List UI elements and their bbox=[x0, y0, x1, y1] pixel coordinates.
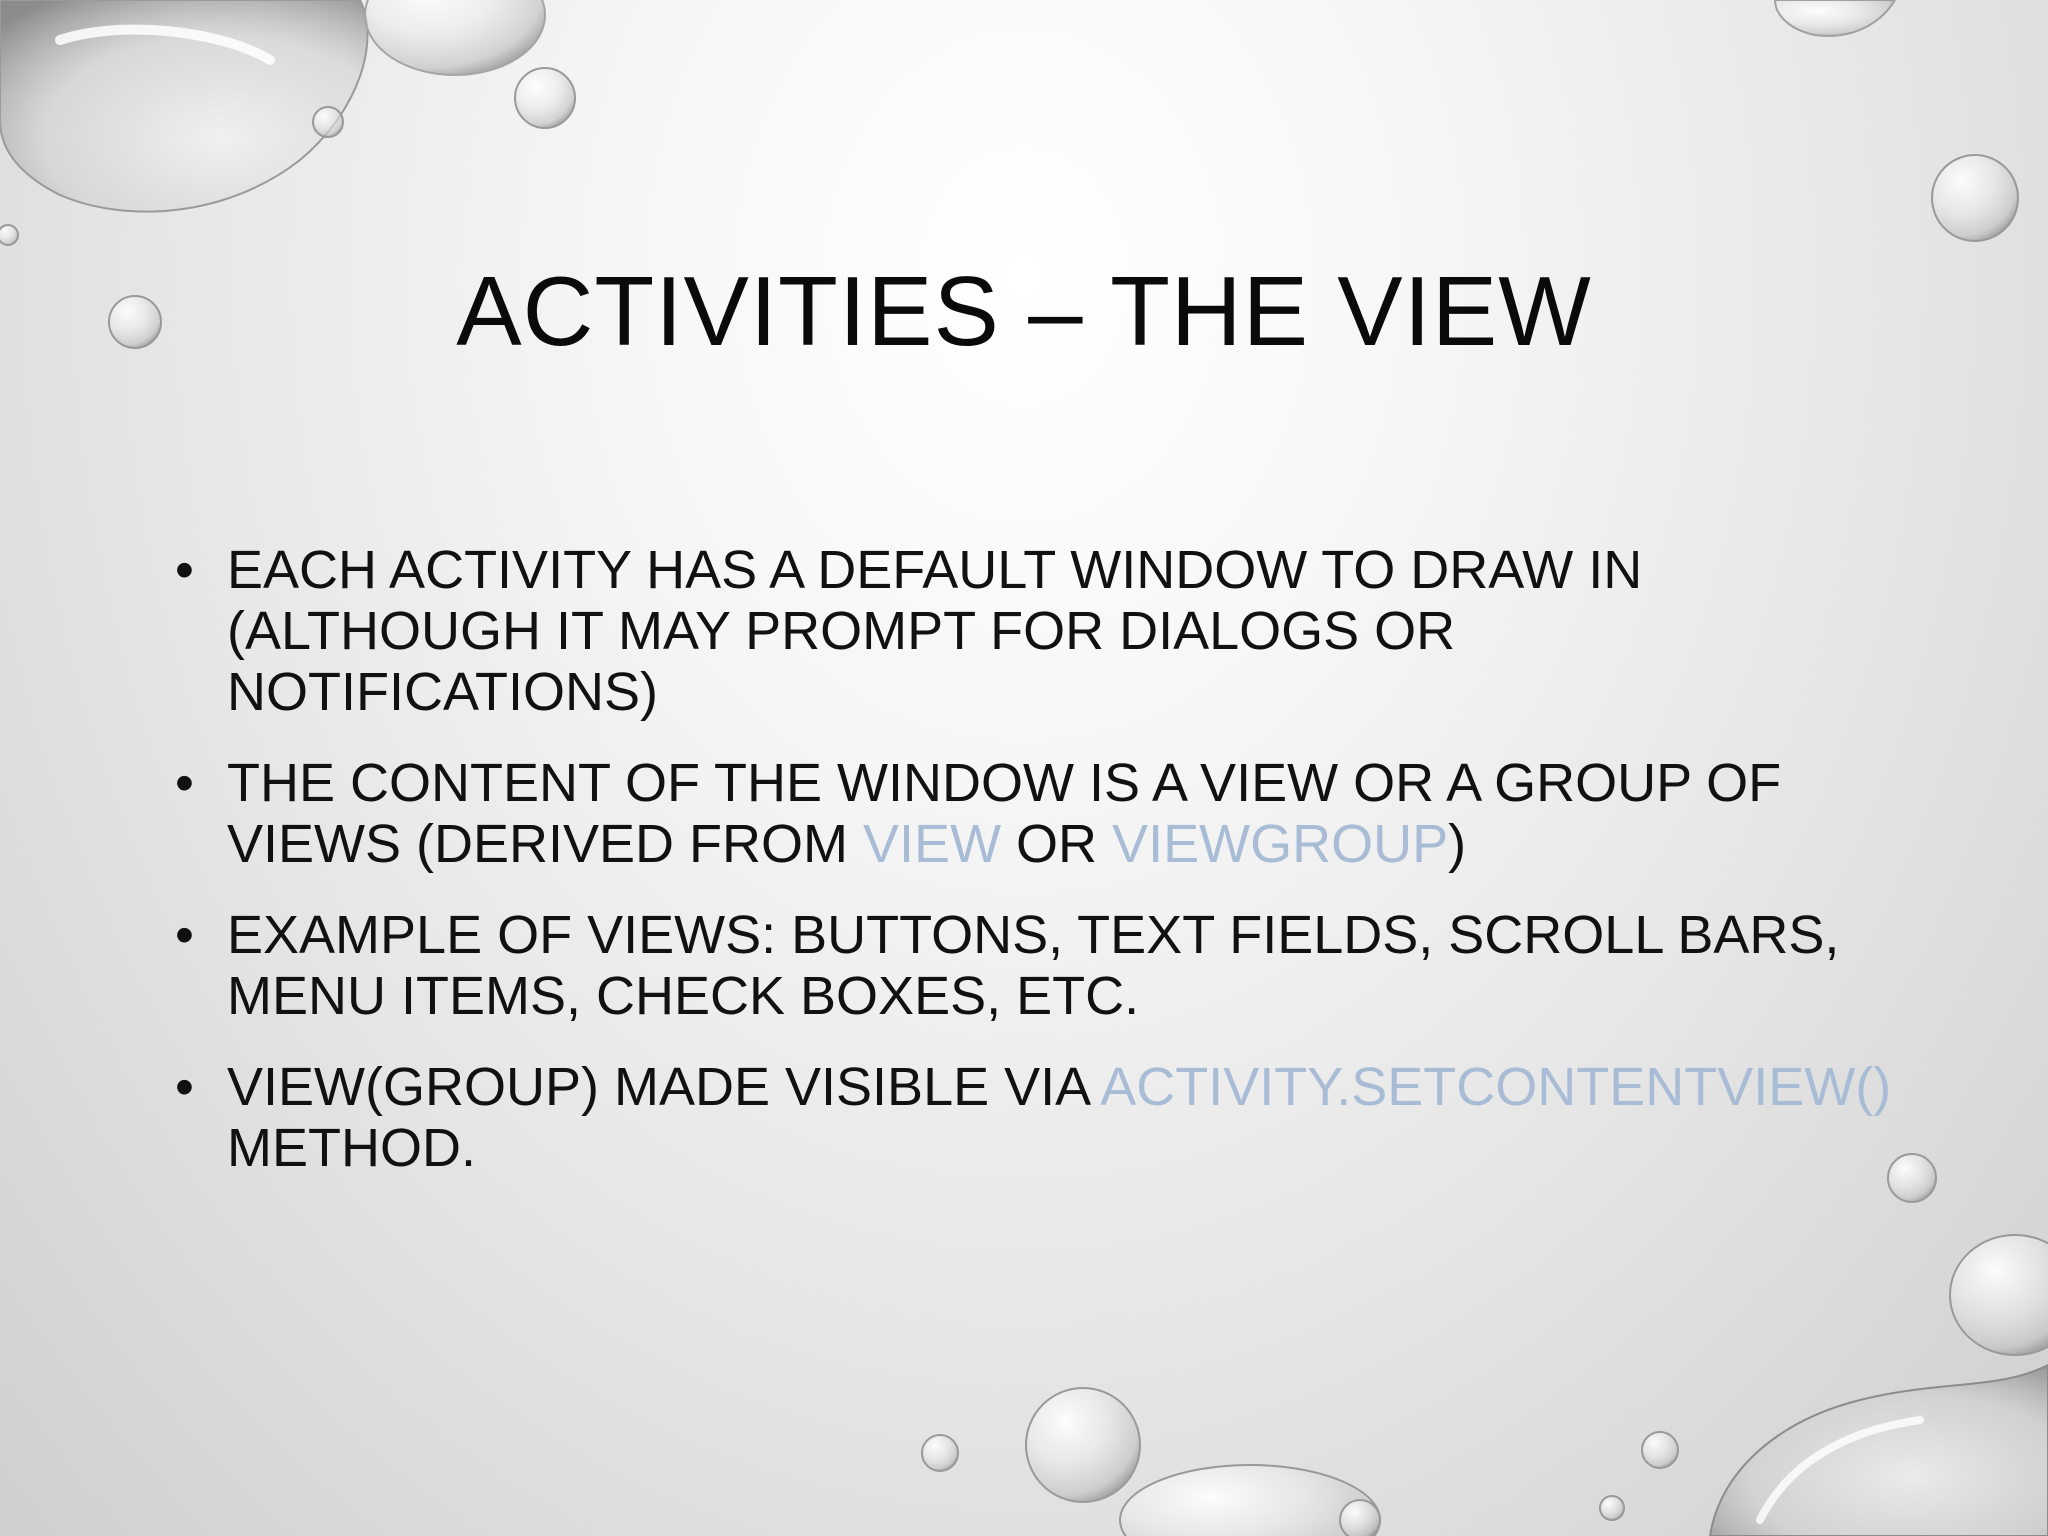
bullet-item bbox=[175, 753, 1895, 875]
bullet-item bbox=[175, 1057, 1895, 1179]
bullet-text: EXAMPLE OF VIEWS: BUTTONS, TEXT FIELDS, SCROLL BARS, MENU ITEMS, CHECK BOXES, ETC. bbox=[227, 905, 1840, 1026]
bullet-text: METHOD. bbox=[227, 1118, 476, 1178]
bullet-icon: • bbox=[175, 1057, 194, 1117]
drop-top-left-blob bbox=[365, 0, 545, 75]
bullet-text: ) bbox=[1448, 814, 1467, 874]
drop-bottom-right-medium bbox=[1950, 1235, 2048, 1355]
link-viewgroup[interactable]: VIEWGROUP bbox=[1112, 814, 1449, 874]
bullet-icon: • bbox=[175, 905, 194, 965]
bullet-icon: • bbox=[175, 753, 194, 813]
slide-title: ACTIVITIES – THE VIEW bbox=[456, 256, 1592, 366]
bullet-text: VIEW(GROUP) MADE VISIBLE VIA bbox=[227, 1057, 1101, 1117]
bullet-text: THE CONTENT OF THE WINDOW IS A VIEW OR A GROUP OF VIEWS (DERIVED FROM bbox=[227, 753, 1782, 874]
link-view[interactable]: VIEW bbox=[863, 814, 1002, 874]
drop-bottom-right-large bbox=[1710, 1365, 2048, 1536]
drop-top-right bbox=[1775, 0, 1895, 36]
bullet-item bbox=[175, 540, 1895, 723]
drop-top-left-large bbox=[0, 0, 368, 212]
bullet-text: EACH ACTIVITY HAS A DEFAULT WINDOW TO DRAW IN (ALTHOUGH IT MAY PROMPT FOR DIALOGS OR NOTIFICATIONS) bbox=[227, 540, 1643, 722]
bullet-item bbox=[175, 905, 1895, 1027]
bullet-list bbox=[175, 540, 1895, 1209]
link-setcontentview[interactable]: ACTIVITY.SETCONTENTVIEW() bbox=[1100, 1057, 1892, 1117]
bullet-text: OR bbox=[1001, 814, 1113, 874]
bullet-icon: • bbox=[175, 540, 194, 600]
